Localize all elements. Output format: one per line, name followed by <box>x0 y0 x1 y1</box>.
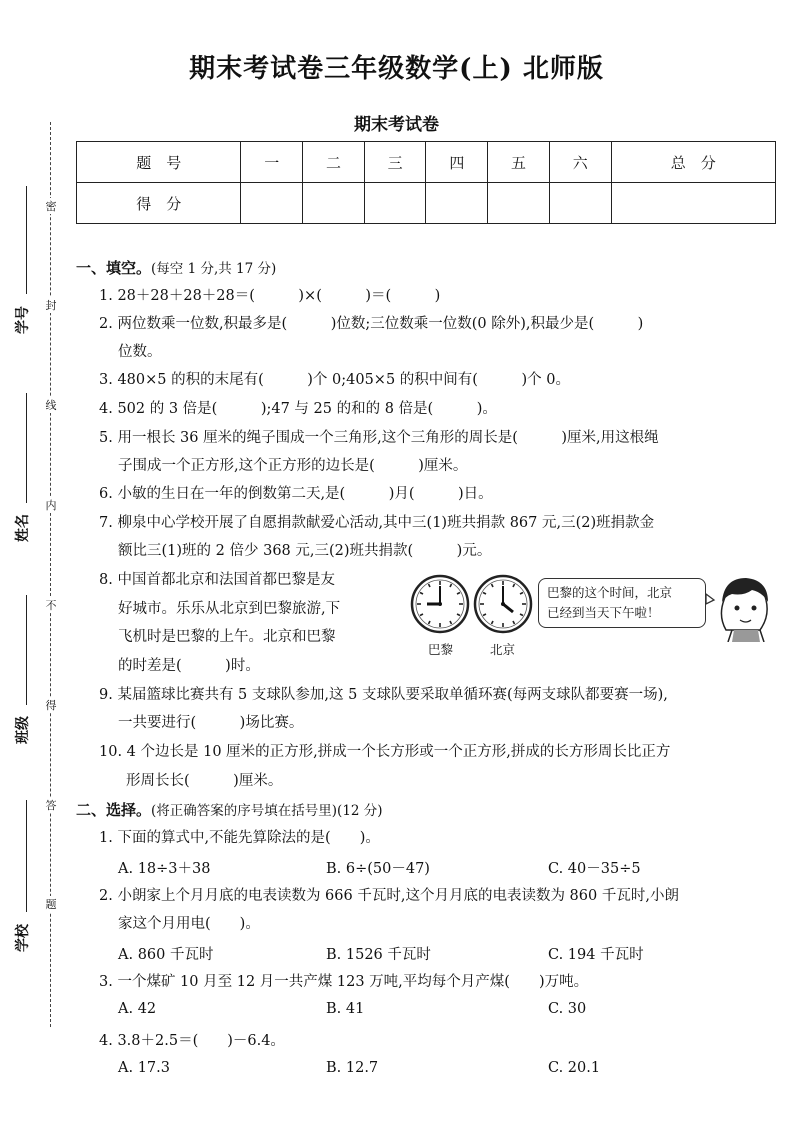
score-header-cell: 三 <box>364 142 426 183</box>
score-header-cell: 总 分 <box>611 142 775 183</box>
seal-char: 密 <box>45 200 57 213</box>
seal-char: 内 <box>45 499 57 512</box>
score-cell[interactable] <box>426 183 488 224</box>
question-1-10: 10. 4 个边长是 10 厘米的正方形,拼成一个长方形或一个正方形,拼成的长方形周长比正方 <box>99 744 671 760</box>
beijing-clock-icon <box>475 576 531 632</box>
score-cell[interactable] <box>488 183 550 224</box>
question-1-8-cont: 的时差是( )时。 <box>118 658 260 674</box>
score-header-cell: 六 <box>549 142 611 183</box>
question-1-2: 2. 两位数乘一位数,积最多是( )位数;三位数乘一位数(0 除外),积最少是( ) <box>99 316 644 332</box>
question-2-2-cont: 家这个月用电( )。 <box>118 916 260 932</box>
option-c[interactable]: C. 194 千瓦时 <box>548 947 644 963</box>
score-table-header-row <box>77 142 776 183</box>
option-b[interactable]: B. 1526 千瓦时 <box>326 947 431 963</box>
question-1-2-cont: 位数。 <box>118 344 162 360</box>
speech-bubble <box>538 578 706 628</box>
score-header-cell: 二 <box>303 142 365 183</box>
question-1-6: 6. 小敏的生日在一年的倒数第二天,是( )月( )日。 <box>99 486 493 502</box>
question-1-5-cont: 子围成一个正方形,这个正方形的边长是( )厘米。 <box>118 458 468 474</box>
seal-char: 题 <box>45 898 57 911</box>
score-cell[interactable] <box>549 183 611 224</box>
score-header-cell: 四 <box>426 142 488 183</box>
seal-char: 得 <box>45 699 57 712</box>
option-b[interactable]: B. 41 <box>326 1001 365 1017</box>
question-1-8: 8. 中国首都北京和法国首都巴黎是友 <box>99 572 335 588</box>
clock-illustration <box>410 570 536 640</box>
option-c[interactable]: C. 20.1 <box>548 1060 601 1076</box>
question-1-8-cont: 飞机时是巴黎的上午。北京和巴黎 <box>118 629 336 645</box>
student-id-underline[interactable] <box>26 186 27 294</box>
page-title: 期末考试卷三年级数学(上) 北师版 <box>189 54 604 84</box>
option-a[interactable]: A. 860 千瓦时 <box>118 947 214 963</box>
class-underline[interactable] <box>26 595 27 705</box>
score-cell[interactable] <box>241 183 303 224</box>
option-b[interactable]: B. 6÷(50－47) <box>326 861 430 877</box>
paris-clock-icon <box>412 576 468 632</box>
seal-char: 封 <box>45 299 57 312</box>
boy-character-icon <box>702 570 784 642</box>
score-cell[interactable] <box>611 183 775 224</box>
paris-clock-label: 巴黎 <box>428 642 454 657</box>
score-table <box>76 141 776 224</box>
section2-heading: 二、选择。(将正确答案的序号填在括号里)(12 分) <box>76 801 383 819</box>
question-2-4: 4. 3.8＋2.5＝( )－6.4。 <box>99 1033 285 1049</box>
name-underline[interactable] <box>26 393 27 503</box>
seal-char: 答 <box>45 799 57 812</box>
score-header-cell: 题 号 <box>77 142 241 183</box>
section1-heading: 一、填空。(每空 1 分,共 17 分) <box>76 259 277 277</box>
question-1-10-cont: 形周长长( )厘米。 <box>126 773 283 789</box>
question-1-3: 3. 480×5 的积的末尾有( )个 0;405×5 的积中间有( )个 0。 <box>99 372 570 388</box>
question-1-7-cont: 额比三(1)班的 2 倍少 368 元,三(2)班共捐款( )元。 <box>118 543 492 559</box>
option-a[interactable]: A. 17.3 <box>118 1060 170 1076</box>
question-1-7: 7. 柳泉中心学校开展了自愿捐款献爱心活动,其中三(1)班共捐款 867 元,三(2)班捐款金 <box>99 515 655 531</box>
option-b[interactable]: B. 12.7 <box>326 1060 379 1076</box>
question-1-5: 5. 用一根长 36 厘米的绳子围成一个三角形,这个三角形的周长是( )厘米,用这根绳 <box>99 430 659 446</box>
option-c[interactable]: C. 30 <box>548 1001 587 1017</box>
question-2-2: 2. 小朗家上个月月底的电表读数为 666 千瓦时,这个月月底的电表读数为 860 千瓦时,小朗 <box>99 888 679 904</box>
question-1-4: 4. 502 的 3 倍是( );47 与 25 的和的 8 倍是( )。 <box>99 401 497 417</box>
school-underline[interactable] <box>26 800 27 912</box>
score-table-score-row <box>77 183 776 224</box>
beijing-clock-label: 北京 <box>490 642 516 657</box>
option-a[interactable]: A. 18÷3＋38 <box>118 861 211 877</box>
question-2-1: 1. 下面的算式中,不能先算除法的是( )。 <box>99 830 380 846</box>
question-1-9-cont: 一共要进行( )场比赛。 <box>118 715 304 731</box>
score-row-label: 得 分 <box>77 183 241 224</box>
name-label: 姓名 <box>15 514 31 542</box>
school-label: 学校 <box>15 924 31 952</box>
option-a[interactable]: A. 42 <box>118 1001 157 1017</box>
binding-dashed-line <box>50 122 51 1027</box>
speech-bubble-line: 已经到当天下午啦！ <box>547 605 660 620</box>
score-header-cell: 五 <box>488 142 550 183</box>
speech-bubble-line: 巴黎的这个时间，北京 <box>547 585 673 600</box>
class-label: 班级 <box>15 716 31 744</box>
student-id-label: 学号 <box>15 306 31 334</box>
question-1-9: 9. 某届篮球比赛共有 5 支球队参加,这 5 支球队要采取单循环赛(每两支球队都要赛一场), <box>99 687 668 703</box>
page-subtitle: 期末考试卷 <box>354 115 439 135</box>
question-2-3: 3. 一个煤矿 10 月至 12 月一共产煤 123 万吨,平均每个月产煤( )万吨。 <box>99 974 589 990</box>
score-header-cell: 一 <box>241 142 303 183</box>
question-1-8-cont: 好城市。乐乐从北京到巴黎旅游,下 <box>118 601 341 617</box>
score-cell[interactable] <box>303 183 365 224</box>
seal-char: 不 <box>45 599 57 612</box>
score-cell[interactable] <box>364 183 426 224</box>
question-1-1: 1. 28＋28＋28＋28＝( )×( )＝( ) <box>99 288 441 304</box>
option-c[interactable]: C. 40－35÷5 <box>548 861 641 877</box>
seal-char: 线 <box>45 399 57 412</box>
